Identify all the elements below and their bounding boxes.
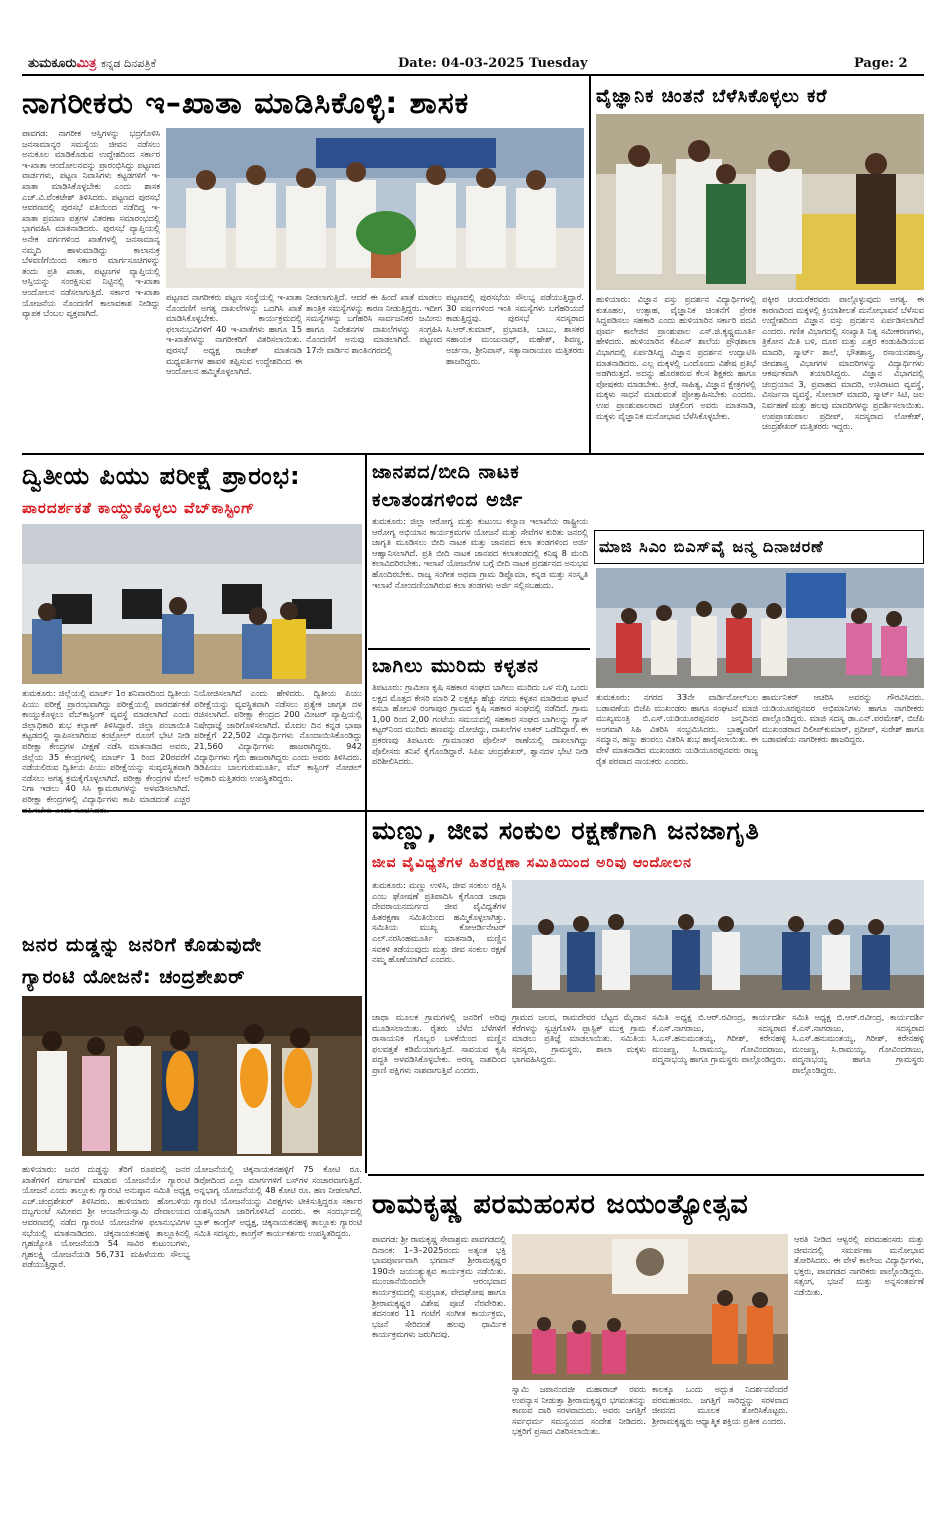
science-column-2: ಪಕ್ಕೀರ ಚಂದುರೆಕರವರು ಪಾಲ್ಗೊಳ್ಳುವುದು ಅಗತ್ಯ. ಈ ಕಾರಣದಿಂದ ಮಕ್ಕಳಲ್ಲಿ ಕ್ರಿಯಾಶೀಲತೆ ಮನೋಭಾವನೆ ಬೆಳೆಸುವ ಉದ್ದೇಶದಿಂದ ವಿಜ್ಞಾನ ವಸ್ತು ಪ್ರದರ್ಶನ ಏರ್ಪಡಿಸಲಾಗಿದೆ ಎಂದರು. ಗಣಿತ ವಿಭಾಗದಲ್ಲಿ ಸಂಖ್ಯಾತಿ ನಿತ್ಯ ಸಮೀಕರಣಗಳು, ತ್ರಿಕೋನ ಮಿತಿ ಬಳಿ, ದೂರ ಮತ್ತು ಎತ್ತರ ಕಂಡುಹಿಡಿಯುವ ಮಾದರಿ, ಸ್ಮಾರ್ಟ್ ಶಾಲೆ, ಭೌತಶಾಸ್ತ್ರ, ರಸಾಯನಶಾಸ್ತ್ರ, ಜೀವಶಾಸ್ತ್ರ ವಿಭಾಗಗಳ ಮಾದರಿಗಳನ್ನು ವಿದ್ಯಾರ್ಥಿಗಳು ಆಕರ್ಷಕವಾಗಿ ತಯಾರಿಸಿದ್ದರು. ವಿಜ್ಞಾನ ವಿಭಾಗದಲ್ಲಿ ಚಂದ್ರಯಾನ 3, ಪ್ರವಾಹದ ಮಾದರಿ, ಉಸಿರಾಟದ ವ್ಯವಸ್ಥೆ, ವಿಸರ್ಜನಾ ವ್ಯವಸ್ಥೆ, ಸೋಲಾರ್ ಮಾದರಿ, ಸ್ಮಾರ್ಟ್ ಸಿಟಿ, ಜಲ ನಿರ್ವಹಣೆ ಮತ್ತು ಹಲವು ಮಾದರಿಗಳನ್ನು ಪ್ರದರ್ಶಿಸಲಾಯಿತು. ಉಪಪ್ರಾಂಶುಪಾಲ ಪ್ರದೀಪ್, ಸದಸ್ಯರಾದ ಲೋಕೇಶ್, ಚಂದ್ರಶೇಖರ್ ಮತ್ತಿತರರು ಇದ್ದರು. (762, 294, 924, 432)
birthday-column-1: ತುಮಕೂರು: ನಗರದ 33ನೇ ವಾರ್ಡಿನೋಲ್‌ಬಲ ಬಡಾವಣೆಯ ಬಿಜೆಪಿ ಮುಖಂಡರು ಹಾಗೂ ಸಂಘಟನೆ ಮಾಜಿ ಮುಖ್ಯಮಂತ್ರಿ ಬಿ.ಎಸ್.ಯಡಿಯೂರಪ್ಪನವರ ಜನ್ಮದಿನದ ಅಂಗವಾಗಿ ಸಿಹಿ ವಿತರಿಸಿ ಸಂಭ್ರಮಿಸಿದರು. ಬ್ರಾಹ್ಮಣರಿಗೆ ಸಮ್ಮಾನ, ಹಣ್ಣು ಹಂಪಲು ವಿತರಿಸಿ ಶುಭ ಹಾರೈಸಲಾಯಿತು. ಈ ವೇಳೆ ಮಾತನಾಡಿದ ಮುಖಂಡರು ಯಡಿಯೂರಪ್ಪನವರು ರಾಜ್ಯ ರೈತ ಪರವಾದ ನಾಯಕರು ಎಂದರು. (596, 692, 758, 766)
science-column-1: ಹುಳಿಯಾರು: ವಿಜ್ಞಾನ ವಸ್ತು ಪ್ರದರ್ಶನ ವಿದ್ಯಾರ್ಥಿಗಳಲ್ಲಿ ಕುತೂಹಲ, ಉತ್ಸಾಹ, ವೈಜ್ಞಾನಿಕ ಚಿಂತನೆಗೆ ಪ್ರೇರಕ ಸಿದ್ದಪಡಿಸಲು ಸಹಕಾರಿ ಎಂದು ಹುಳಿಯಾರಿನ ಸರ್ಕಾರಿ ಪದವಿ ಪೂರ್ವ ಕಾಲೇಜಿನ ಪ್ರಾಂಶುಪಾಲ ಎಸ್.ಜಿ.ಕೃಷ್ಣಮೂರ್ತಿ ಹೇಳಿದರು. ಹುಳಿಯಾರಿನ ಕೆಪಿಎಸ್ ಶಾಲೆಯ ಪ್ರೌಢಶಾಲಾ ವಿಭಾಗದಲ್ಲಿ ಏರ್ಪಡಿಸಿದ್ದ ವಿಜ್ಞಾನ ಪ್ರದರ್ಶನ ಉದ್ಘಾಟಿಸಿ ಮಾತನಾಡಿದರು. ಎಲ್ಲ ಮಕ್ಕಳಲ್ಲಿ ಒಂದೊಂದು ವಿಶೇಷ ಪ್ರತಿಭೆ ಅಡಗಿರುತ್ತದೆ. ಅದನ್ನು ಹೊರತರುವ ಕೆಲಸ ಶಿಕ್ಷಕರು ಹಾಗೂ ಪೋಷಕರು ಮಾಡಬೇಕು. ಕ್ರೀಡೆ, ಸಾಹಿತ್ಯ, ವಿಜ್ಞಾನ ಕ್ಷೇತ್ರಗಳಲ್ಲಿ ಮಕ್ಕಳು ಸಾಧನೆ ಮಾಡುವಂತೆ ಪ್ರೋತ್ಸಾಹಿಸಬೇಕು ಎಂದರು. ಉಪ ಪ್ರಾಂಶುಪಾಲರಾದ ಚಿತ್ರಲಿಂಗ ಅವರು ಮಾತನಾಡಿ, ಮಕ್ಕಳು ವೈಜ್ಞಾನಿಕ ಮನೋಭಾವ ಬೆಳೆಸಿಕೊಳ್ಳಬೇಕು. (596, 294, 756, 421)
masthead-page: Page: 2 (854, 56, 908, 71)
puc-column-2: ನಿಯೋಜಿಸಲಾಗಿದೆ ಎಂದು ಹೇಳಿದರು. ದ್ವಿತೀಯ ಪಿಯು ಪರೀಕ್ಷೆಯನ್ನು ವ್ಯವಸ್ಥಿತವಾಗಿ ನಡೆಸಲು ಪ್ರತ್ಯೇಕ ಜಾಗೃತ ದಳ ರಚಿಸಲಾಗಿದೆ. ಪರೀಕ್ಷಾ ಕೇಂದ್ರದ 200 ಮೀಟರ್ ವ್ಯಾಪ್ತಿಯಲ್ಲಿ ನಿಷೇಧಾಜ್ಞೆ ಜಾರಿಗೊಳಿಸಲಾಗಿದೆ. ಮೊದಲ ದಿನ ಕನ್ನಡ ಭಾಷಾ ಪರೀಕ್ಷೆಗೆ 22,502 ವಿದ್ಯಾರ್ಥಿಗಳು ನೊಂದಾಯಿಸಿಕೊಂಡಿದ್ದು 21,560 ವಿದ್ಯಾರ್ಥಿಗಳು ಹಾಜರಾಗಿದ್ದರು. 942 ವಿದ್ಯಾರ್ಥಿಗಳು ಗೈರು ಹಾಜರಾಗಿದ್ದರು ಎಂದು ಅವರು ತಿಳಿಸಿದರು. ಡಿಡಿಪಿಯು ಬಾಲಗುರುಮೂರ್ತಿ, ವೆಬ್ ಕಾಸ್ಟಿಂಗ್ ನೋಡಲ್ ಅಧಿಕಾರಿ ಮತ್ತಿತರರು ಉಪಸ್ಥಿತರಿದ್ದರು. (194, 688, 362, 783)
guarantee-headline-1: ಜನರ ದುಡ್ಡನ್ನು ಜನರಿಗೆ ಕೊಡುವುದೇ (22, 934, 262, 956)
janapada-body: ತುಮಕೂರು: ಜಿಲ್ಲಾ ಆರೋಗ್ಯ ಮತ್ತು ಕುಟುಂಬ ಕಲ್ಯಾಣ ಇಲಾಖೆಯ ರಾಷ್ಟ್ರೀಯ ಆರೋಗ್ಯ ಅಭಿಯಾನ ಕಾರ್ಯಕ್ರಮಗಳ ಯೋಜನೆ ಮತ್ತು ಸೇವೆಗಳ ಕುರಿತು ಜನರಲ್ಲಿ ಜಾಗೃತಿ ಮೂಡಿಸಲು ಬೀದಿ ನಾಟಕ ಮತ್ತು ಜಾನಪದ ಕಲಾ ತಂಡಗಳಿಂದ ಅರ್ಜಿ ಆಹ್ವಾನಿಸಲಾಗಿದೆ. ಪ್ರತಿ ಬೀದಿ ನಾಟಕ ಜಾನಪದ ಕಲಾತಂಡದಲ್ಲಿ ಕನಿಷ್ಠ 8 ಮಂದಿ ಕಲಾವಿದರಿರಬೇಕು. ಇಲಾಖೆ ಯೋಜನೆಗಳ ಬಗ್ಗೆ ಬೀದಿ ನಾಟಕ ಪ್ರದರ್ಶನದ ಅನುಭವ ಹೊಂದಿರಬೇಕು. ರಾಜ್ಯ ಸಂಗೀತ ಅಥವಾ ಗ್ರಾಮ ಡಿಪ್ಲೊಮಾ, ಕನ್ನಡ ಮತ್ತು ಸಂಸ್ಕೃತಿ ಇಲಾಖೆ ನೋಂದಣಿಯಾಗಿರುವ ಕಲಾ ತಂಡಗಳು ಅರ್ಜಿ ಸಲ್ಲಿಸಬಹುದು. (372, 516, 588, 590)
puc-headline: ದ್ವಿತೀಯ ಪಿಯು ಪರೀಕ್ಷೆ ಪ್ರಾರಂಭ: (22, 462, 301, 490)
guarantee-headline-2: ಗ್ಯಾರಂಟಿ ಯೋಜನೆ: ಚಂದ್ರಶೇಖರ್ (22, 966, 246, 988)
ekhata-column-1: ಪಾವಗಡ: ನಾಗರೀಕ ಆಸ್ತಿಗಳನ್ನು ಭದ್ರಗೊಳಿಸಿ ಜನಸಾಮಾನ್ಯರ ಸಮಸ್ಯೆಯ ಜೀವನ ನಡೆಸಲು ಅನುಕೂಲ ಮಾಡಿಕೊಡುವ ಉದ್ದೇಶದಿಂದ ಸರ್ಕಾರ ಇ-ಖಾತಾ ಆಂದೋಲನವನ್ನು ಪ್ರಾರಂಭಿಸಿದ್ದು ಪಟ್ಟಣದ ವಾರ್ಡಗಳು, ಪಟ್ಟಣ ನಿವಾಸಿಗಳು ಕಟ್ಟಡಗಳಿಗೆ ಇ-ಖಾತಾ ಮಾಡಿಸಿಕೊಳ್ಳಬೇಕು ಎಂದು ಶಾಸಕ ಎಚ್.ವಿ.ವೆಂಕಟೇಶ್ ತಿಳಿಸಿದರು. ಪಟ್ಟಣದ ಪುರಸಭೆ ಆವರಣದಲ್ಲಿ ಪುರಸಭೆ ವತಿಯಿಂದ ನಡೆದಿದ್ದ ಇ-ಖಾತಾ ಪ್ರಮಾಣ ಪತ್ರಗಳ ವಿತರಣಾ ಸಮಾರಂಭದಲ್ಲಿ ಭಾಗವಹಿಸಿ ಮಾತನಾಡಿದರು. ಪುರಸಭೆ ವ್ಯಾಪ್ತಿಯಲ್ಲಿ ಅನೇಕ ವರ್ಗಗಳಿಂದ ಖಾತೆಗಳಲ್ಲಿ ಜನಸಾಮಾನ್ಯ ನಮ್ಮದಿ ಹಾಳುಮಾಡಿದ್ದು ಕಾಲಾನುಕ್ರ ಬೆಳವಣಿಗೆಯಿಂದ ಸರ್ಕಾರ ಮಾರ್ಗಸೂಚಿಗಳನ್ನು ತಂದು ಪ್ರತಿ ಖಾತಾ, ಪಟ್ಟಣಗಳ ವ್ಯಾಪ್ತಿಯಲ್ಲಿ ಆಸ್ತಿಯನ್ನು ಸಂರಕ್ಷಿಸುವ ನಿಟ್ಟಿನಲ್ಲಿ ಇ-ಖಾತಾ ಆಂದೋಲನ ನಡೆಸಲಾಗುತ್ತಿದೆ. ಸರ್ಕಾರ ಇ-ಖಾತಾ ಯೋಜನೆಯ ನೊಂದಣಿಗೆ ಕಾಲಾವಕಾಶ ನೀಡಿದ್ದು ವ್ಯಾಪಕ ಬೆಂಬಲ ವ್ಯಕ್ತವಾಗಿದೆ. (22, 128, 160, 319)
section-rule (368, 1174, 924, 1176)
ramakrishna-photo (512, 1234, 788, 1380)
theft-body: ತಿಪಟೂರು: ಗ್ರಾಮೀಣ ಕೃಷಿ ಸಹಕಾರ ಸಂಘದ ಬಾಗಿಲು ಮುರಿದು ಒಳ ನುಗ್ಗಿ ಒಂದು ಲಕ್ಷದ ಮೊತ್ತದ ಕೇಸರಿ ಮಾರಿ 2 ಲಕ್ಷಕ್ಕೂ ಹೆಚ್ಚು ನಗದು ಕಳ್ಳತನ ಮಾಡಿರುವ ಘಟನೆ ಕಸಬಾ ಹೋಬಳಿ ರಂಗಾಪುರ ಗ್ರಾಮದ ಕೃಷಿ ಸಹಕಾರ ಸಂಘದಲ್ಲಿ ನಡೆದಿದೆ. ಗ್ರಾಮ 1,00 ರಿಂದ 2,00 ಗಂಟೆಯ ಸಮಯದಲ್ಲಿ ಸಹಕಾರ ಸಂಘದ ಬಾಗಿಲನ್ನು ಗ್ಯಾಸ್ ಕಟ್ಟರ್‌ನಿಂದ ಮುರಿದು ಹಣವನ್ನು ದೋಚಿದ್ದು, ದಾಖಲೆಗಳ ಲಾಕರ್ ಒಡೆದಿದ್ದಾರೆ. ಈ ಪ್ರಕರಣವು ತಿಪಟೂರು ಗ್ರಾಮಾಂತರ ಪೊಲೀಸ್ ಠಾಣೆಯಲ್ಲಿ ದಾಖಲಾಗಿದ್ದು ಪೊಲೀಸರು ತನಿಖೆ ಕೈಗೊಂಡಿದ್ದಾರೆ. ಸಿಪಿಐ ಚಂದ್ರಶೇಖರ್, ಶ್ವಾನದಳ ಭೇಟಿ ನೀಡಿ ಪರಿಶೀಲಿಸಿದರು. (372, 682, 588, 767)
ekhata-column-2: ಪಟ್ಟಣದ ನಾಗರೀಕರು ಪಟ್ಟಣ ಸಂಸ್ಥೆಯಲ್ಲಿ ಇ-ಖಾತಾ ನೊಂದಣಿಗೆ ಅಗತ್ಯ ದಾಖಲೆಗಳನ್ನು ಒದಗಿಸಿ ಖಾತೆ ಮಾಡಿಸಿಕೊಳ್ಳಬೇಕು. ಕಾರ್ಯಕ್ರಮದಲ್ಲಿ ಫಲಾನುಭವಿಗಳಿಗೆ 40 ಇ-ಖಾತೆಗಳು ಹಾಗೂ 15 ಇ-ಖಾತೆಗಳನ್ನು ನಾಗರೀಕರಿಗೆ ವಿತರಿಸಲಾಯಿತು. ಪುರಸಭೆ ಅಧ್ಯಕ್ಷ ರಾಜೇಶ್ ಮಾತನಾಡಿ ಮಧ್ಯವರ್ತಿಗಳ ಹಾವಳಿ ತಪ್ಪಿಸುವ ಉದ್ದೇಶದಿಂದ ಈ ಆಂದೋಲನ ಹಮ್ಮಿಕೊಳ್ಳಲಾಗಿದೆ. (166, 292, 302, 377)
soil-subhead: ಜೀವ ವೈವಿಧ್ಯತೆಗಳ ಹಿತರಕ್ಷಣಾ ಸಮಿತಿಯಿಂದ ಅರಿವು ಆಂದೋಲನ (372, 855, 692, 871)
guarantee-column-2: ಯೋಜನೆಯಲ್ಲಿ ಚಿಕ್ಕನಾಯಕನಹಳ್ಳಿಗೆ 75 ಕೋಟಿ ರೂ. ಡಿಪೋದಿಂದ ಎಲ್ಲಾ ಮಾರ್ಗಗಳಿಗೆ ಬಸ್‌ಗಳ ಸಂಚಾರವಾಗುತ್ತಿದೆ. ಅನ್ನಭಾಗ್ಯ ಯೋಜನೆಯಲ್ಲಿ 48 ಕೋಟಿ ರೂ. ಹಣ ನೀಡಲಾಗಿದೆ. ಗ್ಯಾರಂಟಿ ಯೋಜನೆಯನ್ನು ವಿಪಕ್ಷಗಳು ಟೀಕಿಸುತ್ತಿದ್ದರೂ ಸರ್ಕಾರ ಯಶಸ್ವಿಯಾಗಿ ಜಾರಿಗೊಳಿಸಿದೆ ಎಂದರು. ಈ ಸಂದರ್ಭದಲ್ಲಿ ಬ್ಲಾಕ್ ಕಾಂಗ್ರೆಸ್ ಅಧ್ಯಕ್ಷ, ಚಿಕ್ಕನಾಯಕನಹಳ್ಳಿ ತಾಲ್ಲೂಕು ಗ್ಯಾರಂಟಿ ಸಮಿತಿ ಸದಸ್ಯರು, ಕಾಂಗ್ರೆಸ್ ಕಾರ್ಯಕರ್ತರು ಉಪಸ್ಥಿತರಿದ್ದರು. (194, 1164, 362, 1238)
soil-headline: ಮಣ್ಣು, ಜೀವ ಸಂಕುಲ ರಕ್ಷಣೆಗಾಗಿ ಜನಜಾಗೃತಿ (372, 816, 760, 845)
birthday-column-2: ಹಾರ್ಮನಿಕರ್ ಆಚರಿಸಿ ಅವರನ್ನು ಗೌರವಿಸಿದರು. ಯಡಿಯೂರಪ್ಪನವರ ಅಭಿಮಾನಿಗಳು ಹಾಗೂ ನಾಗರೀಕರು ಪಾಲ್ಗೊಂಡಿದ್ದರು. ಮಾಜಿ ಸದಸ್ಯ ಡಾ.ಎನ್.ಪರಮೇಶ್, ಬಿಜೆಪಿ ಮುಖಂಡರಾದ ದಿಲೀಪ್‌ಕುಮಾರ್, ಪ್ರದೀಪ್, ಸುರೇಶ್ ಹಾಗೂ ಬಡಾವಣೆಯ ನಾಗರೀಕರು ಹಾಜರಿದ್ದರು. (762, 692, 924, 745)
soil-column-2: ಜಾಥಾ ಮೂಲಕ ಗ್ರಾಮಗಳಲ್ಲಿ ಜನರಿಗೆ ಅರಿವು ಮೂಡಿಸಲಾಯಿತು. ರೈತರು ಬೆಳೆದ ಬೆಳೆಗಳಿಗೆ ರಾಸಾಯನಿಕ ಗೊಬ್ಬರ ಬಳಕೆಯಿಂದ ಮಣ್ಣಿನ ಫಲವತ್ತತೆ ಕಡಿಮೆಯಾಗುತ್ತಿದೆ. ಸಾವಯವ ಕೃಷಿ ಪದ್ಧತಿ ಅಳವಡಿಸಿಕೊಳ್ಳಬೇಕು. ಅರಣ್ಯ ನಾಶದಿಂದ ಪ್ರಾಣಿ ಪಕ್ಷಿಗಳು ನಾಶವಾಗುತ್ತಿವೆ ಎಂದರು. (372, 1012, 506, 1075)
ekhata-column-4: ಪಟ್ಟಣದಲ್ಲಿ ಪುರಸಭೆಯ ಸೌಲಭ್ಯ ಪಡೆಯುತ್ತಿದ್ದಾರೆ. 30 ವರ್ಷಗಳಿಂದ ಇಂತಿ ಸಮಸ್ಯೆಗಳು ಬಗೆಹರಿಯದೆ ಕಾಡುತ್ತಿದ್ದವು. ಪುರಸಭೆ ಸದಸ್ಯರಾದ ಸಿ.ಆರ್.ಕುಮಾರ್, ಪ್ರಭಾವತಿ, ಬಾಬು, ಶಾಸಕರ ಸಹಾಯಕ ಮಂಜುನಾಥ್, ಮಹೇಶ್, ಶಿವಣ್ಣ, ಅರ್ಚನಾ, ಶ್ರೀನಿವಾಸ್, ಸತ್ಯಾನಾರಾಯಣ ಮತ್ತಿತರರು ಹಾಜರಿದ್ದರು. (446, 292, 584, 366)
ramakrishna-column-4: ಆರತಿ ನೀಡಿದ ಆಳ್ವರಲ್ಲಿ ಪರಮಹಂಸರು ಮತ್ತು ಜೀವನದಲ್ಲಿ ಸಮರ್ಪಣಾ ಮನೋಭಾವ ತೋರಿಸಿದರು. ಈ ವೇಳೆ ಕಾಲೇಜು ವಿದ್ಯಾರ್ಥಿಗಳು, ಭಕ್ತರು, ಪಾವಗಡದ ನಾಗರಿಕರು ಪಾಲ್ಗೊಂಡಿದ್ದರು. ಸತ್ಸಂಗ, ಭಜನೆ ಮತ್ತು ಅನ್ನಸಂತರ್ಪಣೆ ನಡೆಯಿತು. (794, 1234, 924, 1297)
birthday-photo (596, 568, 924, 688)
ramakrishna-column-1: ಪಾವಗಡ: ಶ್ರೀ ರಾಮಕೃಷ್ಣ ಸೇವಾಶ್ರಮ ಪಾವಗಡದಲ್ಲಿ ದಿನಾಂಕ: 1–3–2025ರಂದು ಅತ್ಯಂತ ಭಕ್ತಿ ಭಾವಪೂರ್ಣವಾಗಿ ಭಗವಾನ್ ಶ್ರೀರಾಮಕೃಷ್ಣರ 190ನೇ ಜಯಂತ್ಯುತ್ಸವ ಕಾರ್ಯಕ್ರಮ ನಡೆಯಿತು. ಮುಂಜಾನೆಯಿಂದಲೇ ಆರಂಭವಾದ ಕಾರ್ಯಕ್ರಮದಲ್ಲಿ ಸುಪ್ರಭಾತ, ವೇದಘೋಷ ಹಾಗೂ ಶ್ರೀರಾಮಕೃಷ್ಣರ ವಿಶೇಷ ಪೂಜೆ ನೆರವೇರಿತು. ತದನಂತರ 11 ಗಂಟೆಗೆ ಸಂಗೀತ ಕಾರ್ಯಕ್ರಮ, ಭಜನೆ ಸೇರಿದಂತೆ ಹಲವು ಧಾರ್ಮಿಕ ಕಾರ್ಯಕ್ರಮಗಳು ಜರುಗಿದವು. (372, 1234, 506, 1340)
masthead-logo-b: ಮಿತ್ರ (76, 56, 97, 71)
birthday-headline-box (594, 530, 924, 564)
soil-photo (512, 880, 924, 1008)
guarantee-column-1: ಹುಳಿಯಾರು: ಜನರ ದುಡ್ಡನ್ನು ತೆರಿಗೆ ರೂಪದಲ್ಲಿ ಜನರ ಖಾತೆಗಳಿಗೆ ವರ್ಗಾವಣೆ ಮಾಡುವ ಯೋಜನೆಯೇ ಗ್ಯಾರಂಟಿ ಯೋಜನೆ ಎಂದು ತಾಲ್ಲೂಕು ಗ್ಯಾರಂಟಿ ಅನುಷ್ಠಾನ ಸಮಿತಿ ಅಧ್ಯಕ್ಷ ಎಚ್.ಚಂದ್ರಶೇಖರ್ ತಿಳಿಸಿದರು. ಹುಳಿಯಾರು ಹೋಬಳಿಯ ದಬ್ಬಗುಂಟೆ ಸಮೀಪದ ಶ್ರೀ ಆಂಜನೇಯಸ್ವಾಮಿ ದೇವಾಲಯದ ಆವರಣದಲ್ಲಿ ನಡೆದ ಗ್ಯಾರಂಟಿ ಯೋಜನೆಗಳ ಫಲಾನುಭವಿಗಳ ಸಭೆಯಲ್ಲಿ ಮಾತನಾಡಿದರು. ಚಿಕ್ಕನಾಯಕನಹಳ್ಳಿ ತಾಲ್ಲೂಕಿನಲ್ಲಿ ಗೃಹಜ್ಯೋತಿ ಯೋಜನೆಯಡಿ 54 ಸಾವಿರ ಕುಟುಂಬಗಳು, ಗೃಹಲಕ್ಷ್ಮಿ ಯೋಜನೆಯಡಿ 56,731 ಮಹಿಳೆಯರು ಸೌಲಭ್ಯ ಪಡೆಯುತ್ತಿದ್ದಾರೆ. (22, 1164, 190, 1270)
guarantee-photo (22, 996, 362, 1156)
janapada-headline-1: ಜಾನಪದ/ಬೀದಿ ನಾಟಕ (372, 461, 520, 483)
ramakrishna-headline: ರಾಮಕೃಷ್ಣ ಪರಮಹಂಸರ ಜಯಂತ್ಯೋತ್ಸವ (372, 1189, 749, 1220)
science-headline: ವೈಜ್ಞಾನಿಕ ಚಿಂತನೆ ಬೆಳೆಸಿಕೊಳ್ಳಲು ಕರೆ (596, 86, 828, 107)
ramakrishna-column-2: ಸ್ವಾಮಿ ಜಪಾನಂದಜೀ ಮಹಾರಾಜ್ ರವರು ಉಪನ್ಯಾಸ ನೀಡುತ್ತಾ ಶ್ರೀರಾಮಕೃಷ್ಣರ ಭಗವಂತನನ್ನು ಕಾಣುವ ದಾರಿ ಸರಳವಾದುದು. ಅವರು ಜಗತ್ತಿಗೆ ಸರ್ವಧರ್ಮ ಸಮನ್ವಯದ ಸಂದೇಶ ನೀಡಿದರು. ಭಕ್ತರಿಗೆ ಪ್ರಸಾದ ವಿತರಿಸಲಾಯಿತು. (512, 1384, 646, 1437)
section-rule (22, 453, 924, 455)
column-divider (365, 453, 367, 810)
ekhata-headline: ನಾಗರೀಕರು ಇ–ಖಾತಾ ಮಾಡಿಸಿಕೊಳ್ಳಿ: ಶಾಸಕ (22, 86, 470, 121)
ramakrishna-column-3: ಕಾಲಕ್ಕೂ ಒಂದು ಅದ್ಭುತ ನಿದರ್ಶನವೆಂದರೆ ಪರಮಹಂಸರು. ಜಗತ್ತಿಗೆ ಸಾರಿದ್ದನ್ನು ಸರಳವಾದ ಜೀವನದ ಮೂಲಕ ತೋರಿಸಿಕೊಟ್ಟರು. ಶ್ರೀರಾಮಕೃಷ್ಣರು ಆಧ್ಯಾತ್ಮಿಕ ಶಕ್ತಿಯ ಪ್ರತೀಕ ಎಂದರು. (652, 1384, 788, 1426)
column-divider (589, 76, 591, 453)
puc-photo (22, 524, 362, 684)
puc-subhead: ಪಾರದರ್ಶಕತೆ ಕಾಯ್ದುಕೊಳ್ಳಲು ವೆಬ್‌ಕಾಸ್ಟಿಂಗ್ (22, 499, 256, 517)
birthday-headline: ಮಾಜಿ ಸಿಎಂ ಬಿಎಸ್‌ವೈ ಜನ್ಮ ದಿನಾಚರಣೆ (599, 537, 824, 556)
soil-column-5: ಸಮಿತಿ ಅಧ್ಯಕ್ಷ ಬಿ.ಆರ್.ರವೀಂದ್ರ, ಕಾರ್ಯದರ್ಶಿ ಕೆ.ಎಸ್.ನಾಗರಾಜು, ಸದಸ್ಯರಾದ ಸಿ.ಎಸ್.ಹನುಮಂತಯ್ಯ, ಗಿರೀಶ್, ಕರೇನಹಳ್ಳಿ ಮಂಜಣ್ಣ, ಸಿ.ರಾಮಯ್ಯ, ಗೋವಿಂದರಾಜು, ಪದ್ಮನಾಭಯ್ಯ ಹಾಗೂ ಗ್ರಾಮಸ್ಥರು ಪಾಲ್ಗೊಂಡಿದ್ದರು. (792, 1012, 924, 1075)
masthead-date: Date: 04-03-2025 Tuesday (398, 56, 588, 71)
science-photo (596, 114, 924, 290)
janapada-headline-2: ಕಲಾತಂಡಗಳಿಂದ ಅರ್ಜಿ (372, 489, 524, 511)
masthead-logo (28, 56, 248, 74)
ekhata-photo (166, 128, 584, 288)
soil-column-3: ಗ್ರಾಮದ ಜಲದ, ರಾಮದೇವರ ಬೆಟ್ಟದ ಮೈದಾನ ಕೆರೆಗಳನ್ನು ಸ್ವಚ್ಛಗೊಳಿಸಿ ಪ್ಲಾಸ್ಟಿಕ್ ಮುಕ್ತ ಗ್ರಾಮ ಮಾಡಲು ಪ್ರತಿಜ್ಞೆ ಮಾಡಲಾಯಿತು. ಸಮಿತಿಯ ಸದಸ್ಯರು, ಗ್ರಾಮಸ್ಥರು, ಶಾಲಾ ಮಕ್ಕಳು ಭಾಗವಹಿಸಿದ್ದರು. (512, 1012, 646, 1065)
soil-column-4: ಸಮಿತಿ ಅಧ್ಯಕ್ಷ ಬಿ.ಆರ್.ರವೀಂದ್ರ, ಕಾರ್ಯದರ್ಶಿ ಕೆ.ಎಸ್.ನಾಗರಾಜು, ಸದಸ್ಯರಾದ ಸಿ.ಎಸ್.ಹನುಮಂತಯ್ಯ, ಗಿರೀಶ್, ಕರೇನಹಳ್ಳಿ ಮಂಜಣ್ಣ, ಸಿ.ರಾಮಯ್ಯ, ಗೋವಿಂದರಾಜು, ಪದ್ಮನಾಭಯ್ಯ ಹಾಗೂ ಗ್ರಾಮಸ್ಥರು ಪಾಲ್ಗೊಂಡಿದ್ದರು. (652, 1012, 786, 1065)
soil-column-1: ತುಮಕೂರು: ಮಣ್ಣು ಉಳಿಸಿ, ಜೀವ ಸಂಕುಲ ರಕ್ಷಿಸಿ ಎಂಬ ಘೋಷಣೆ ಪ್ರತಿಪಾದಿಸಿ ಕೈಗೊಂಡ ಜಾಥಾ ದೇವರಾಯನದುರ್ಗದ ಜೀವ ವೈವಿಧ್ಯತೆಗಳ ಹಿತರಕ್ಷಣಾ ಸಮಿತಿಯಿಂದ ಹಮ್ಮಿಕೊಳ್ಳಲಾಗಿತ್ತು. ಸಮಿತಿಯ ಮುಖ್ಯ ಕೋಆರ್ಡಿನೇಟರ್ ಎಲ್.ನರಸಿಂಹಮೂರ್ತಿ ಮಾತನಾಡಿ, ಮಣ್ಣಿನ ಸವಕಳಿ ತಡೆಯುವುದು ಮತ್ತು ಜೀವ ಸಂಕುಲ ರಕ್ಷಣೆ ನಮ್ಮ ಹೊಣೆಯಾಗಿದೆ ಎಂದರು. (372, 880, 506, 965)
masthead-tagline: ಕನ್ನಡ ದಿನಪತ್ರಿಕೆ (100, 57, 156, 70)
masthead-rule (22, 74, 924, 76)
ekhata-column-3: ನೀಡಲಾಗುತ್ತಿದೆ. ಆದರೆ ಈ ಹಿಂದೆ ಖಾತೆ ಮಾಡಲು ತಾಂತ್ರಿಕ ಸಮಸ್ಯೆಗಳನ್ನು ಕಾರಣ ನೀಡುತ್ತಿದ್ದರು. ಇದೀಗ ಸಮಸ್ಯೆಗಳನ್ನು ಬಗೆಹರಿಸಿ ಸಾರ್ವಜನಿಕರ ಜಮೀನು ಹಾಗೂ ನಿವೇಶನಗಳ ದಾಖಲೆಗಳನ್ನು ಸಂಗ್ರಹಿಸಿ ನೊಂದಣಿಗೆ ಅನುವು ಮಾಡಲಾಗಿದೆ. ಪಟ್ಟಣದ 17ನೇ ವಾರ್ಡಿನ ಶಾಂತಿನಗರದಲ್ಲಿ (306, 292, 442, 355)
masthead-logo-a: ತುಮಕೂರು (28, 56, 77, 71)
theft-headline: ಬಾಗಿಲು ಮುರಿದು ಕಳ್ಳತನ (372, 655, 539, 677)
section-rule (368, 648, 590, 650)
puc-column-1: ತುಮಕೂರು: ಜಿಲ್ಲೆಯಲ್ಲಿ ಮಾರ್ಚ್ 1ರ ಶನಿವಾರದಿಂದ ದ್ವಿತೀಯ ಪಿಯು ಪರೀಕ್ಷೆ ಪ್ರಾರಂಭವಾಗಿದ್ದು ಪರೀಕ್ಷೆಯಲ್ಲಿ ಪಾರದರ್ಶಕತೆ ಕಾಯ್ದುಕೊಳ್ಳಲು ವೆಬ್‌ಕಾಸ್ಟಿಂಗ್ ವ್ಯವಸ್ಥೆ ಮಾಡಲಾಗಿದೆ ಎಂದು ಜಿಲ್ಲಾಧಿಕಾರಿ ಶುಭ ಕಲ್ಯಾಣ್ ತಿಳಿಸಿದ್ದಾರೆ. ಜಿಲ್ಲಾ ಪಂಚಾಯಿತಿ ಕಟ್ಟಡದಲ್ಲಿ ಸ್ಥಾಪಿಸಲಾಗಿರುವ ಕಂಟ್ರೋಲ್ ರೂಂಗೆ ಭೇಟಿ ನೀಡಿ ಪರೀಕ್ಷಾ ಕೇಂದ್ರಗಳ ವೀಕ್ಷಣೆ ನಡೆಸಿ ಮಾತನಾಡಿದ ಅವರು, ಜಿಲ್ಲೆಯ 35 ಕೇಂದ್ರಗಳಲ್ಲಿ ಮಾರ್ಚ್ 1 ರಿಂದ 20ರವರೆಗೆ ನಡೆಯಲಿರುವ ದ್ವಿತೀಯ ಪಿಯು ಪರೀಕ್ಷೆಯನ್ನು ಸುವ್ಯವಸ್ಥಿತವಾಗಿ ನಡೆಸಲು ಅಗತ್ಯ ಕ್ರಮಕೈಗೊಳ್ಳಲಾಗಿದೆ. ಪರೀಕ್ಷಾ ಕೇಂದ್ರಗಳ ಮೇಲೆ ನಿಗಾ ಇಡಲು 40 ಸಿಸಿ ಕ್ಯಾಮರಾಗಳನ್ನು ಅಳವಡಿಸಲಾಗಿದೆ. ಪರೀಕ್ಷಾ ಕೇಂದ್ರಗಳಲ್ಲಿ ವಿದ್ಯಾರ್ಥಿಗಳು ಕಾಪಿ ಮಾಡದಂತೆ ಎಚ್ಚರ (22, 688, 190, 804)
column-divider (365, 810, 367, 1173)
